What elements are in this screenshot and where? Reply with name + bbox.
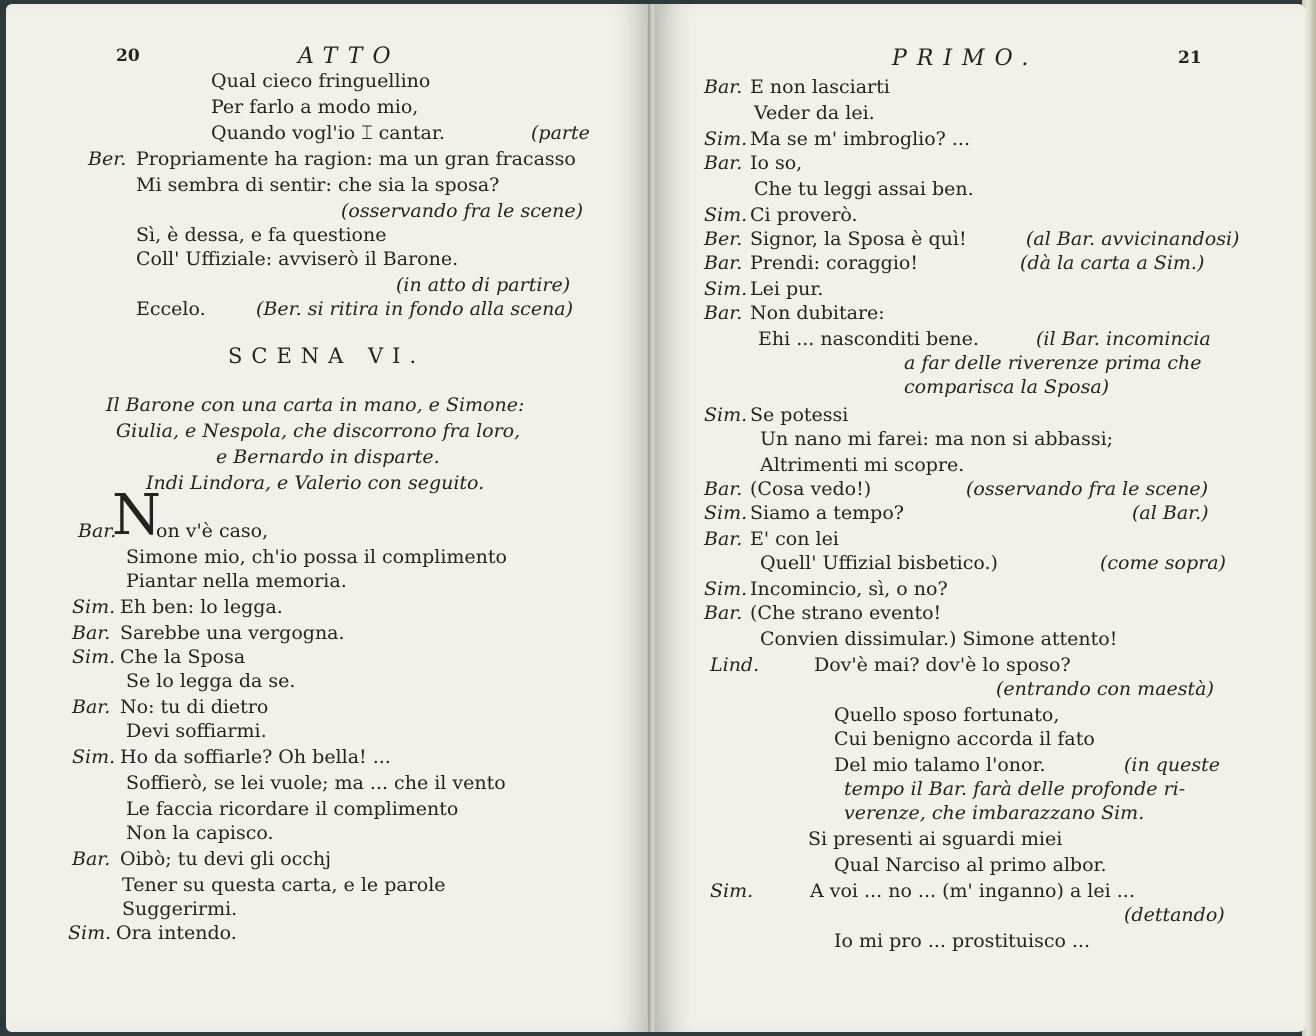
stage-direction: verenze, che imbarazzano Sim. — [844, 802, 1145, 824]
verse-line: E non lasciarti — [750, 76, 890, 98]
verse-line: Sarebbe una vergogna. — [120, 622, 345, 644]
verse-line: A voi ... no ... (m' inganno) a lei ... — [810, 880, 1135, 902]
verse-line: Ora intendo. — [116, 922, 237, 944]
verse-line: Che tu leggi assai ben. — [754, 178, 974, 200]
verse-line: Quando vogl'io ⌶ cantar. — [211, 122, 445, 144]
verse-line: Piantar nella memoria. — [126, 570, 347, 592]
verse-line: Se lo legga da se. — [126, 670, 296, 692]
left-page — [6, 4, 652, 1032]
stage-direction: (il Bar. incomincia — [1036, 328, 1211, 350]
stage-direction: (osservando fra le scene) — [966, 478, 1208, 500]
speaker-name: Bar. — [704, 302, 743, 324]
stage-direction: tempo il Bar. farà delle profonde ri- — [844, 778, 1186, 800]
scene-description-line: Il Barone con una carta in mano, e Simone: — [106, 394, 525, 416]
verse-line: Oibò; tu devi gli occhj — [120, 848, 332, 870]
speaker-name: Sim. — [710, 880, 754, 902]
verse-line: Suggerirmi. — [122, 898, 238, 920]
scene-description-line: e Bernardo in disparte. — [216, 446, 440, 468]
verse-line: Qual Narciso al primo albor. — [834, 854, 1107, 876]
verse-line: Io so, — [750, 152, 803, 174]
speaker-name: Bar. — [72, 696, 111, 718]
verse-line: Non dubitare: — [750, 302, 885, 324]
stage-direction: (al Bar. avvicinandosi) — [1026, 228, 1240, 250]
stage-direction: (in queste — [1124, 754, 1221, 776]
verse-line: Mi sembra di sentir: che sia la sposa? — [136, 174, 500, 196]
verse-line: Tener su questa carta, e le parole — [122, 874, 446, 896]
verse-line: Eh ben: lo legga. — [120, 596, 283, 618]
stage-direction: (dettando) — [1124, 904, 1225, 926]
stage-direction: (Ber. si ritira in fondo alla scena) — [256, 298, 574, 320]
speaker-name: Lind. — [710, 654, 760, 676]
verse-line: Del mio talamo l'onor. — [834, 754, 1046, 776]
stage-direction: (entrando con maestà) — [996, 678, 1214, 700]
stage-direction: (parte — [531, 122, 590, 144]
verse-line: No: tu di dietro — [120, 696, 269, 718]
verse-line: Coll' Uffiziale: avviserò il Barone. — [136, 248, 459, 270]
speaker-name: Ber. — [88, 148, 127, 170]
running-head-right: PRIMO. — [892, 46, 1039, 71]
verse-line: Per farlo a modo mio, — [211, 96, 419, 118]
speaker-name: Bar. — [704, 252, 743, 274]
stage-direction: comparisca la Sposa) — [904, 376, 1110, 398]
drop-cap: N — [112, 483, 161, 548]
scene-description-line: Indi Lindora, e Valerio con seguito. — [146, 472, 485, 494]
scene-description-line: Giulia, e Nespola, che discorrono fra loro, — [116, 420, 521, 442]
verse-line: (Cosa vedo!) — [750, 478, 872, 500]
speaker-name: Sim. — [704, 128, 748, 150]
verse-line: Quello sposo fortunato, — [834, 704, 1060, 726]
stage-direction: a far delle riverenze prima che — [904, 352, 1202, 374]
verse-line: Non la capisco. — [126, 822, 274, 844]
verse-line: Si presenti ai sguardi miei — [808, 828, 1063, 850]
stage-direction: (in atto di partire) — [396, 274, 571, 296]
verse-line: Dov'è mai? dov'è lo sposo? — [814, 654, 1071, 676]
speaker-name: Ber. — [704, 228, 743, 250]
verse-line: Propriamente ha ragion: ma un gran fracasso — [136, 148, 576, 170]
verse-line: (Che strano evento! — [750, 602, 942, 624]
verse-line: Se potessi — [750, 404, 849, 426]
verse-line: Lei pur. — [750, 278, 824, 300]
verse-line: Sì, è dessa, e fa questione — [136, 224, 387, 246]
speaker-name: Bar. — [72, 848, 111, 870]
verse-line: Eccelo. — [136, 298, 206, 320]
speaker-name: Sim. — [72, 596, 116, 618]
verse-line: Prendi: coraggio! — [750, 252, 918, 274]
verse-line: Ci proverò. — [750, 204, 858, 226]
scene-title: SCENA VI. — [228, 344, 426, 368]
verse-line: Io mi pro ... prostituisco ... — [834, 930, 1091, 952]
speaker-name: Sim. — [68, 922, 112, 944]
verse-line: Ho da soffiarle? Oh bella! ... — [120, 746, 391, 768]
verse-line: Veder da lei. — [754, 102, 875, 124]
verse-line: Ehi ... nasconditi bene. — [758, 328, 979, 350]
speaker-name: Bar. — [704, 478, 743, 500]
stage-direction: (osservando fra le scene) — [341, 200, 583, 222]
verse-line: Quell' Uffizial bisbetico.) — [760, 552, 998, 574]
verse-line: Altrimenti mi scopre. — [760, 454, 965, 476]
right-page — [654, 4, 1306, 1032]
stage-direction: (al Bar.) — [1132, 502, 1209, 524]
verse-line: Devi soffiarmi. — [126, 720, 267, 742]
speaker-name: Sim. — [704, 404, 748, 426]
speaker-name: Sim. — [72, 746, 116, 768]
verse-line: Simone mio, ch'io possa il complimento — [126, 546, 507, 568]
speaker-name: Sim. — [704, 578, 748, 600]
speaker-name: Bar. — [704, 602, 743, 624]
speaker-name: Sim. — [704, 278, 748, 300]
verse-line: Qual cieco fringuellino — [211, 70, 431, 92]
speaker-name: Sim. — [72, 646, 116, 668]
verse-line: Incomincio, sì, o no? — [750, 578, 948, 600]
speaker-name: Bar. — [78, 520, 117, 542]
verse-line: Che la Sposa — [120, 646, 246, 668]
speaker-name: Bar. — [704, 152, 743, 174]
speaker-name: Bar. — [704, 76, 743, 98]
verse-line: Un nano mi farei: ma non si abbassi; — [760, 428, 1114, 450]
verse-line: Siamo a tempo? — [750, 502, 904, 524]
speaker-name: Bar. — [704, 528, 743, 550]
verse-line: Le faccia ricordare il complimento — [126, 798, 459, 820]
page-number-right: 21 — [1178, 48, 1202, 68]
verse-line: Signor, la Sposa è quì! — [750, 228, 967, 250]
verse-line: on v'è caso, — [156, 520, 269, 542]
speaker-name: Sim. — [704, 502, 748, 524]
verse-line: Convien dissimular.) Simone attento! — [760, 628, 1118, 650]
verse-line: E' con lei — [750, 528, 839, 550]
stage-direction: (dà la carta a Sim.) — [1020, 252, 1205, 274]
speaker-name: Bar. — [72, 622, 111, 644]
verse-line: Ma se m' imbroglio? ... — [750, 128, 971, 150]
stage-direction: (come sopra) — [1100, 552, 1226, 574]
running-head-left: ATTO — [298, 44, 401, 69]
verse-line: Cui benigno accorda il fato — [834, 728, 1095, 750]
page-number-left: 20 — [116, 46, 140, 66]
speaker-name: Sim. — [704, 204, 748, 226]
verse-line: Soffierò, se lei vuole; ma ... che il vento — [126, 772, 506, 794]
